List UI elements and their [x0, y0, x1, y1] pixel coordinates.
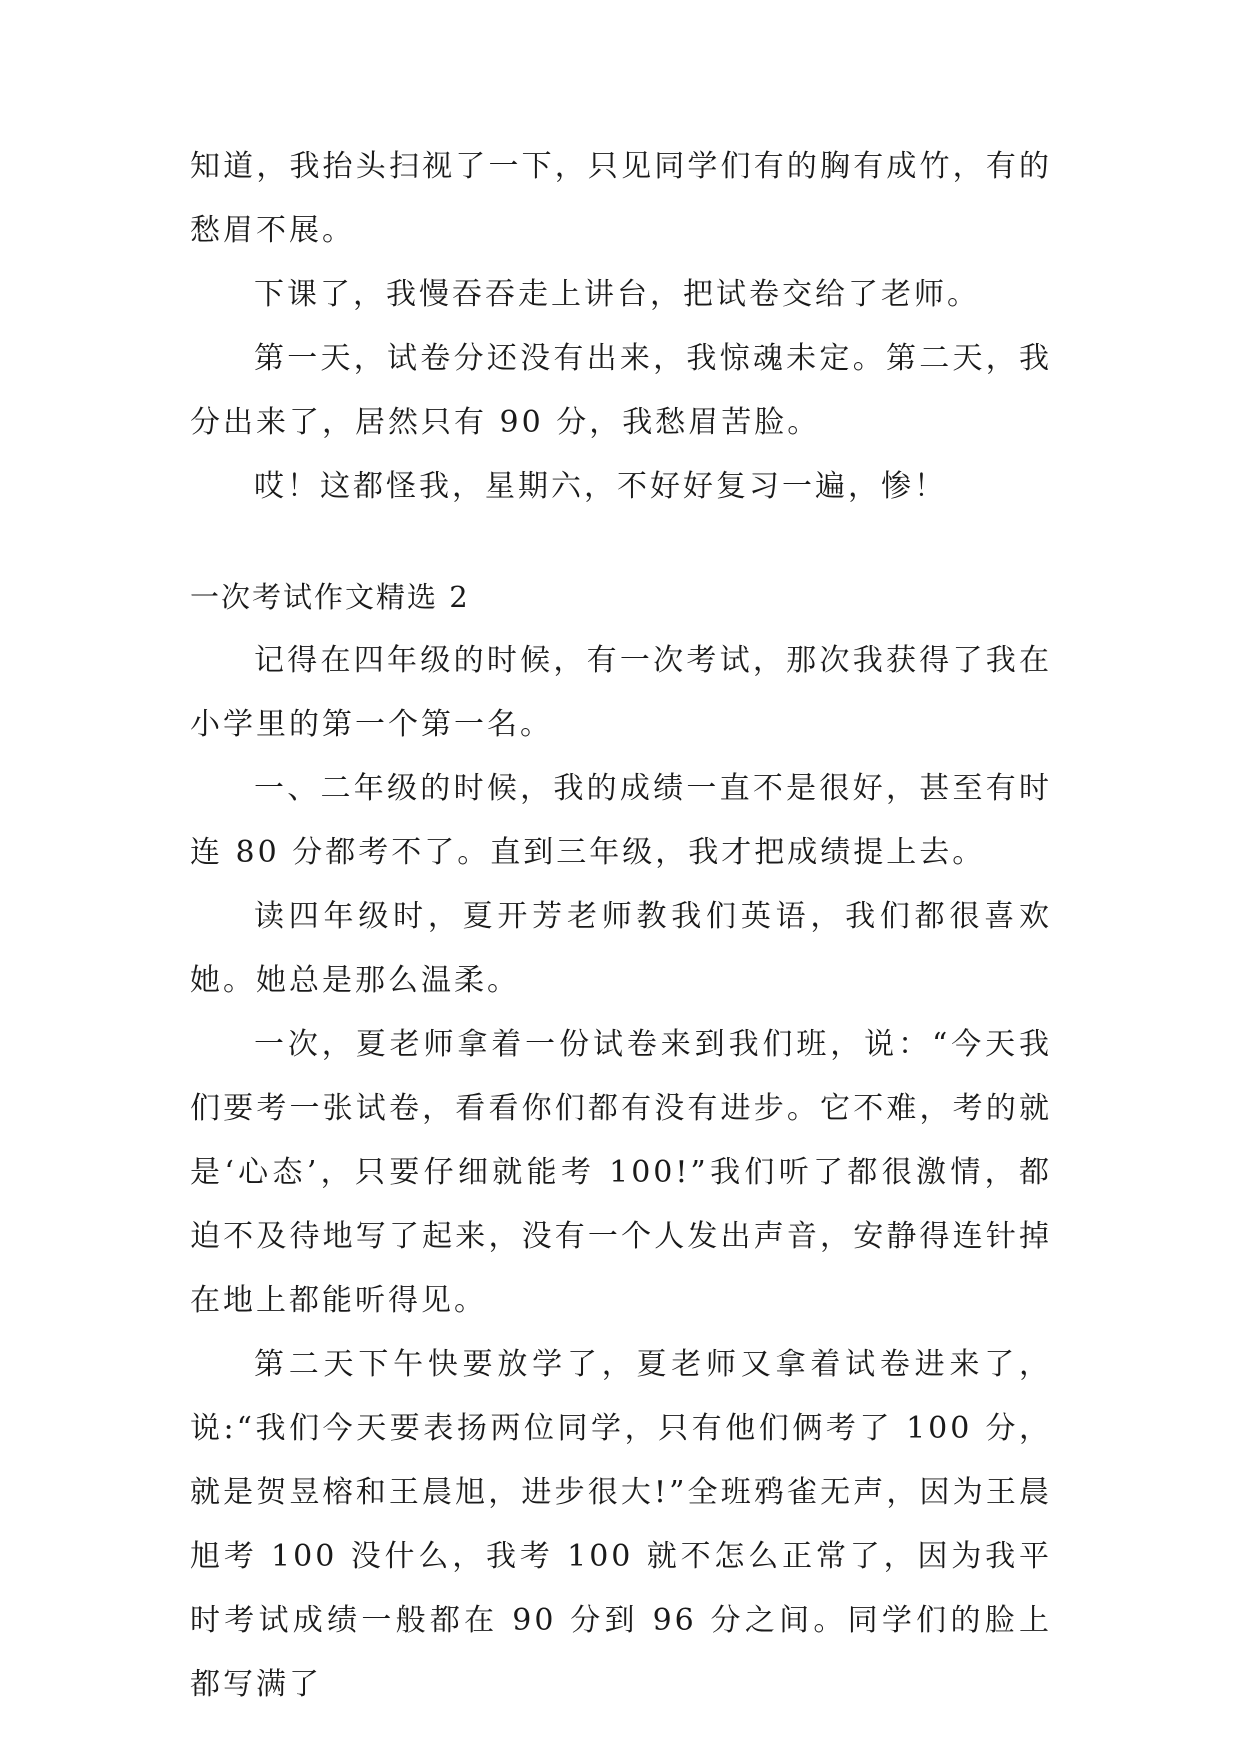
paragraph: 一、二年级的时候，我的成绩一直不是很好，甚至有时连 80 分都考不了。直到三年级，我才把成绩提上去。 [190, 771, 1052, 870]
paragraph: 第一天，试卷分还没有出来，我惊魂未定。第二天，我分出来了，居然只有 90 分，我愁眉苦脸。 [190, 341, 1052, 440]
paragraph: 哎！这都怪我，星期六，不好好复习一遍，惨！ [254, 469, 947, 504]
paragraph: 知道，我抬头扫视了一下，只见同学们有的胸有成竹，有的愁眉不展。 [190, 149, 1052, 248]
essay-title: 一次考试作文精选 2 [190, 580, 470, 614]
paragraph: 记得在四年级的时候，有一次考试，那次我获得了我在小学里的第一个第一名。 [190, 643, 1052, 742]
paragraph: 读四年级时，夏开芳老师教我们英语，我们都很喜欢她。她总是那么温柔。 [190, 899, 1052, 998]
paragraph: 一次，夏老师拿着一份试卷来到我们班，说：“今天我们要考一张试卷，看看你们都有没有进步。它不难，考的就是‘心态’，只要仔细就能考 100!”我们听了都很激情，都迫不及待地写了起来，没有一个人发出声音，安静得连针掉在地上都能听得见。 [190, 1027, 1052, 1318]
paragraph: 第二天下午快要放学了，夏老师又拿着试卷进来了，说:“我们今天要表扬两位同学，只有他们俩考了 100 分，就是贺昱榕和王晨旭，进步很大!”全班鸦雀无声，因为王晨旭考 100 没什么，我考 100 就不怎么正常了，因为我平时考试成绩一般都在 90 分到 96 分之间。同学们的脸上都写满了 [190, 1347, 1052, 1702]
essay-section-1 [190, 135, 1052, 519]
essay-section-2 [190, 565, 1052, 1717]
paragraph: 下课了，我慢吞吞走上讲台，把试卷交给了老师。 [254, 277, 980, 312]
